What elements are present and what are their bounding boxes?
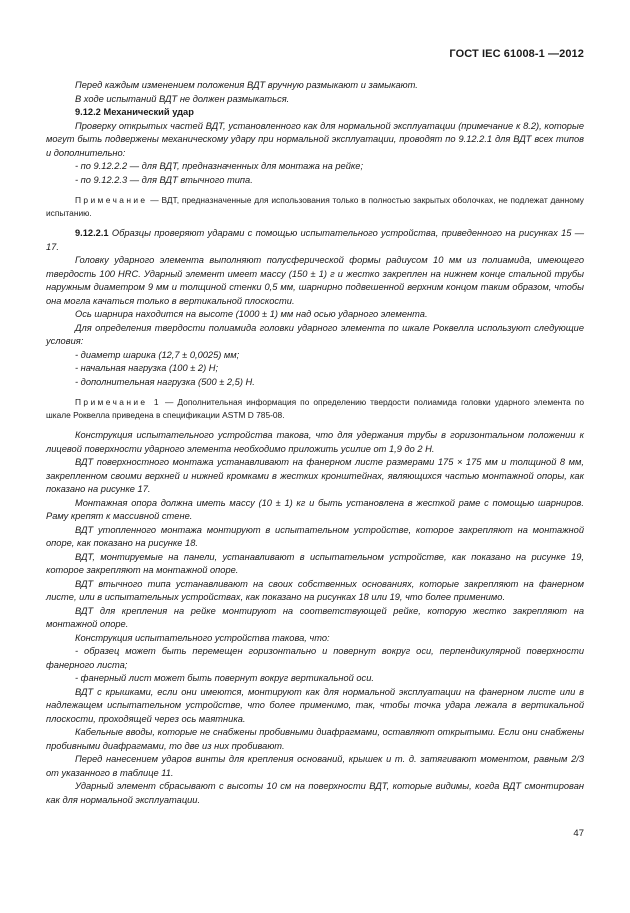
note [46, 194, 584, 220]
section-number: 9.12.2 [75, 107, 101, 117]
list-item: - диаметр шарика (12,7 ± 0,0025) мм; [75, 349, 240, 360]
paragraph: Конструкция испытательного устройства такова, что для удержания трубы в горизонтальном положении к лицевой поверхности ударного элемента необходимо приложить усилие от 1,9 до 2 Н. [46, 430, 584, 454]
section-heading [46, 106, 584, 120]
paragraph: Перед каждым изменением положения ВДТ вручную размыкают и замыкают. [75, 80, 418, 90]
paragraph: ВДТ с крышками, если они имеются, монтируют как для нормальной эксплуатации на фанерном листе или в надлежащем испытательном устройстве, что более применимо, так, чтобы точка удара лежала в вертикальной плоскости, проходящей через ось маятника. [46, 686, 584, 724]
paragraph: ВДТ, монтируемые на панели, устанавливают в испытательном устройстве, как показано на рисунке 19, которое закрепляют на монтажной опоре. [46, 551, 584, 575]
list-item: - по 9.12.2.3 — для ВДТ втычного типа. [75, 174, 253, 185]
list-item: - начальная нагрузка (100 ± 2) Н; [75, 363, 219, 373]
paragraph: Проверку открытых частей ВДТ, установленного как для нормальной эксплуатации (примечание к 8.2), которые могут быть подвержены механическому удару при нормальной эксплуатации, проводят по 9.12.2.1 для ВДТ всех типов и дополнительно: [46, 120, 584, 158]
document-code-header: ГОСТ IEC 61008-1 —2012 [449, 48, 584, 60]
section-title: Механический удар [103, 107, 194, 117]
note [46, 396, 584, 422]
paragraph: Конструкция испытательного устройства такова, что: [75, 632, 330, 643]
paragraph-text: Образцы проверяют ударами с помощью испытательного устройства, приведенного на рисунках 15 — 17. [46, 228, 584, 252]
page-number: 47 [573, 828, 584, 839]
paragraph: Кабельные вводы, которые не снабжены пробивными диафрагмами, оставляют открытыми. Если они снабжены пробивными диафрагмами, то две из них пробивают. [46, 727, 584, 751]
subsection-number: 9.12.2.1 [75, 228, 109, 238]
paragraph: ВДТ для крепления на рейке монтируют на соответствующей рейке, которую жестко закрепляют на монтажной опоре. [46, 605, 584, 629]
note-text: — ВДТ, предназначенные для использования только в полностью закрытых оболочках, не подлежат данному испытанию. [46, 195, 584, 218]
paragraph: Ось шарнира находится на высоте (1000 ± 1) мм над осью ударного элемента. [75, 309, 428, 319]
paragraph: ВДТ втычного типа устанавливают на своих собственных основаниях, которые закрепляют на фанерном листе, или в испытательных устройствах, как показано на рисунках 18 или 19, что более применимо. [46, 578, 584, 602]
paragraph: Перед нанесением ударов винты для крепления оснований, крышек и т. д. затягивают моментом, равным 2/3 от указанного в таблице 11. [46, 754, 584, 778]
paragraph: Для определения твердости полиамида головки ударного элемента по шкале Роквелла используют следующие условия: [46, 322, 584, 346]
paragraph: Ударный элемент сбрасывают с высоты 10 см на поверхности ВДТ, которые видимы, когда ВДТ смонтирован как для нормальной эксплуатации. [46, 781, 584, 805]
document-body [46, 79, 584, 807]
paragraph: В ходе испытаний ВДТ не должен размыкаться. [75, 93, 290, 104]
paragraph: Монтажная опора должна иметь массу (10 ± 1) кг и быть установлена в жесткой раме с помощью шарниров. Раму крепят к массивной стене. [46, 497, 584, 521]
list-item: - образец может быть перемещен горизонтально и повернут вокруг оси, перпендикулярной поверхности фанерного листа; [46, 646, 584, 670]
paragraph: Головку ударного элемента выполняют полусферической формы радиусом 10 мм из полиамида, имеющего твердость 100 HRC. Ударный элемент имеет массу (150 ± 1) г и жестко закреплен на нижнем конце стальной трубы наружным диаметром 9 мм и толщиной стенки 0,5 мм, шарнирно подвешенной верхним концом таким образом, чтобы она могла качаться только в вертикальной плоскости. [46, 255, 584, 306]
list-item: - дополнительная нагрузка (500 ± 2,5) Н. [75, 376, 255, 387]
note-label: Примечание [75, 195, 148, 205]
note-label: Примечание 1 [75, 397, 161, 407]
paragraph: ВДТ поверхностного монтажа устанавливают на фанерном листе размерами 175 × 175 мм и толщиной 8 мм, закрепленном своими верхней и нижней кромками в жестких кронштейнах, являющихся частью монтажной опоры, как показано на рисунке 17. [46, 457, 584, 494]
subsection-paragraph [46, 227, 584, 254]
paragraph: ВДТ утопленного монтажа монтируют в испытательном устройстве, которое закрепляют на монтажной опоре, как показано на рисунке 18. [46, 524, 584, 548]
list-item: - по 9.12.2.2 — для ВДТ, предназначенных для монтажа на рейке; [75, 161, 364, 171]
note-text: — Дополнительная информация по определению твердости полиамида головки ударного элемента по шкале Роквелла приведена в спецификации ASTM D 785-08. [46, 397, 584, 420]
list-item: - фанерный лист может быть повернут вокруг вертикальной оси. [75, 673, 374, 683]
